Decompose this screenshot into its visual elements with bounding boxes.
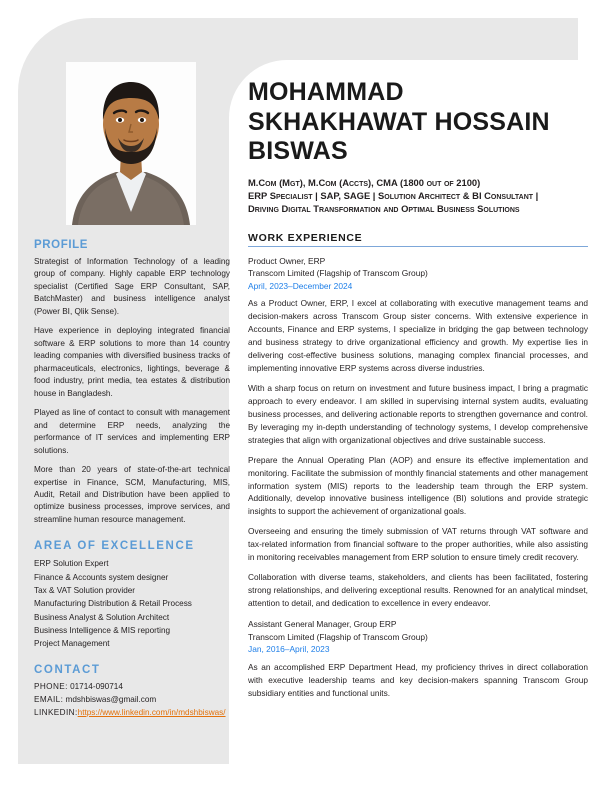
main-content bbox=[248, 78, 588, 707]
profile-paragraph: Played as line of contact to consult with management and determine ERP needs, analyzing the performance of IT services and implementing ERP solutions. bbox=[34, 408, 230, 455]
job-paragraph: Collaboration with diverse teams, stakeholders, and clients has been facilitated, fostering strong relationships, and delivering exceptional results. Renowned for an analytical mindset, attention to detail, and dedication to excellence in every endeavor. bbox=[248, 572, 588, 609]
job-title: Product Owner, ERP bbox=[248, 255, 326, 266]
profile-paragraph: Strategist of Information Technology of a leading group of company. Highly capable ERP technology specialist (Certified Sage ERP Consultant, SAP, BatchMaster) and business intelligence analyst (Power BI, Qlik Sense). bbox=[34, 257, 230, 316]
profile-paragraph: More than 20 years of state-of-the-art technical expertise in Finance, SCM, Manufacturing, MIS, Audit, Retail and Distribution have been applied to optimize business processes, improve services, and streamline human resource management. bbox=[34, 465, 230, 524]
job-paragraph: Overseeing and ensuring the timely submission of VAT returns through VAT software and tax-related information from financial software to the proper authorities, while also assisting in monitoring receivables management from ERP solution to ensure timely credit recovery. bbox=[248, 526, 588, 563]
job-paragraph: With a sharp focus on return on investment and future business impact, I bring a pragmatic approach to every endeavor. I am skilled in supervising internal system audits, evaluating business processes, and delivering actionable reports to strengthen governance and control. By leveraging my in-depth understanding of technology systems, I develop comprehensive strategies that align with organizational objectives and drive sustainable success. bbox=[248, 382, 588, 445]
phone-value: 01714-090714 bbox=[70, 682, 123, 692]
list-item: Business Intelligence & MIS reporting bbox=[34, 625, 171, 635]
list-item: Finance & Accounts system designer bbox=[34, 572, 169, 582]
contact-email bbox=[34, 694, 230, 707]
contact-phone bbox=[34, 681, 230, 694]
excellence-heading: AREA OF EXCELLENCE bbox=[34, 540, 195, 553]
email-value: mdshbiswas@gmail.com bbox=[65, 695, 157, 705]
job-title: Assistant General Manager, Group ERP bbox=[248, 618, 397, 629]
work-experience-heading: WORK EXPERIENCE bbox=[248, 232, 588, 247]
job-company: Transcom Limited (Flagship of Transcom Group) bbox=[248, 268, 428, 279]
sidebar bbox=[34, 62, 230, 719]
list-item: Business Analyst & Solution Architect bbox=[34, 612, 170, 622]
page-title bbox=[248, 78, 588, 167]
list-item: ERP Solution Expert bbox=[34, 559, 109, 569]
job-dates: Jan, 2016–April, 2023 bbox=[248, 644, 330, 655]
list-item: Tax & VAT Solution provider bbox=[34, 585, 136, 595]
contact-heading: CONTACT bbox=[34, 664, 101, 677]
bottom-white-strip bbox=[0, 764, 612, 792]
job-paragraph: As a Product Owner, ERP, I excel at collaborating with executive management teams and decision-makers across Transcom Group sister concerns. With extensive experience in Accounts, Finance and ERP systems, I specialize in bridging the gap between technology and business strategy to drive organizational efficiency and growth. My expertise lies in delivering cost-effective business solutions, managing complex financial processes, and implementing innovative ERP systems across diverse industries. bbox=[248, 298, 588, 374]
job-company: Transcom Limited (Flagship of Transcom Group) bbox=[248, 631, 428, 642]
phone-label: PHONE: bbox=[34, 682, 68, 692]
job-dates: April, 2023–December 2024 bbox=[248, 280, 353, 291]
linkedin-link[interactable]: https://www.linkedin.com/in/mdshbiswas/ bbox=[77, 707, 226, 717]
job-entry bbox=[248, 618, 588, 700]
credentials-line: M.Com (Mgt), M.Com (Accts), CMA (1800 out of 2100) bbox=[248, 176, 481, 188]
profile-paragraph: Have experience in deploying integrated financial software & ERP solutions to more than 14 country leading companies with diversified business tracks of pharmaceuticals, electronics, lightings, beverage & food industry, print media, tea estates & distribution house in Bangladesh. bbox=[34, 326, 230, 398]
credentials-block bbox=[248, 176, 588, 216]
name-line-1: MOHAMMAD bbox=[248, 78, 404, 106]
job-entry bbox=[248, 255, 588, 610]
avatar bbox=[66, 62, 196, 225]
excellence-list bbox=[34, 557, 230, 650]
profile-heading: PROFILE bbox=[34, 239, 89, 251]
email-label: EMAIL: bbox=[34, 695, 64, 705]
job-paragraph: As an accomplished ERP Department Head, my proficiency thrives in direct collaboration with executive leadership teams and key decision-makers spanning Transcom Group subsidiary entities and functional units. bbox=[248, 661, 588, 698]
credentials-line: Driving Digital Transformation and Optimal Business Solutions bbox=[248, 203, 520, 215]
portrait-photo-icon bbox=[66, 62, 196, 225]
contact-linkedin bbox=[34, 707, 230, 720]
credentials-line: ERP Specialist | SAP, SAGE | Solution Architect & BI Consultant | bbox=[248, 189, 539, 201]
list-item: Project Management bbox=[34, 639, 110, 649]
list-item: Manufacturing Distribution & Retail Process bbox=[34, 599, 192, 609]
name-line-2: SKHAKHAWAT HOSSAIN bbox=[248, 107, 550, 136]
job-paragraph: Prepare the Annual Operating Plan (AOP) and ensure its effective implementation and monitoring. Facilitate the submission of monthly financial statements and other management information system (MIS) reports to the leadership team through the ERP system. Additionally, develop innovative business intelligence (BI) solutions and provide strategic insights to support the achievement of organizational goals. bbox=[248, 454, 588, 517]
linkedin-label: LINKEDIN: bbox=[34, 707, 78, 717]
name-line-3: BISWAS bbox=[248, 137, 348, 165]
